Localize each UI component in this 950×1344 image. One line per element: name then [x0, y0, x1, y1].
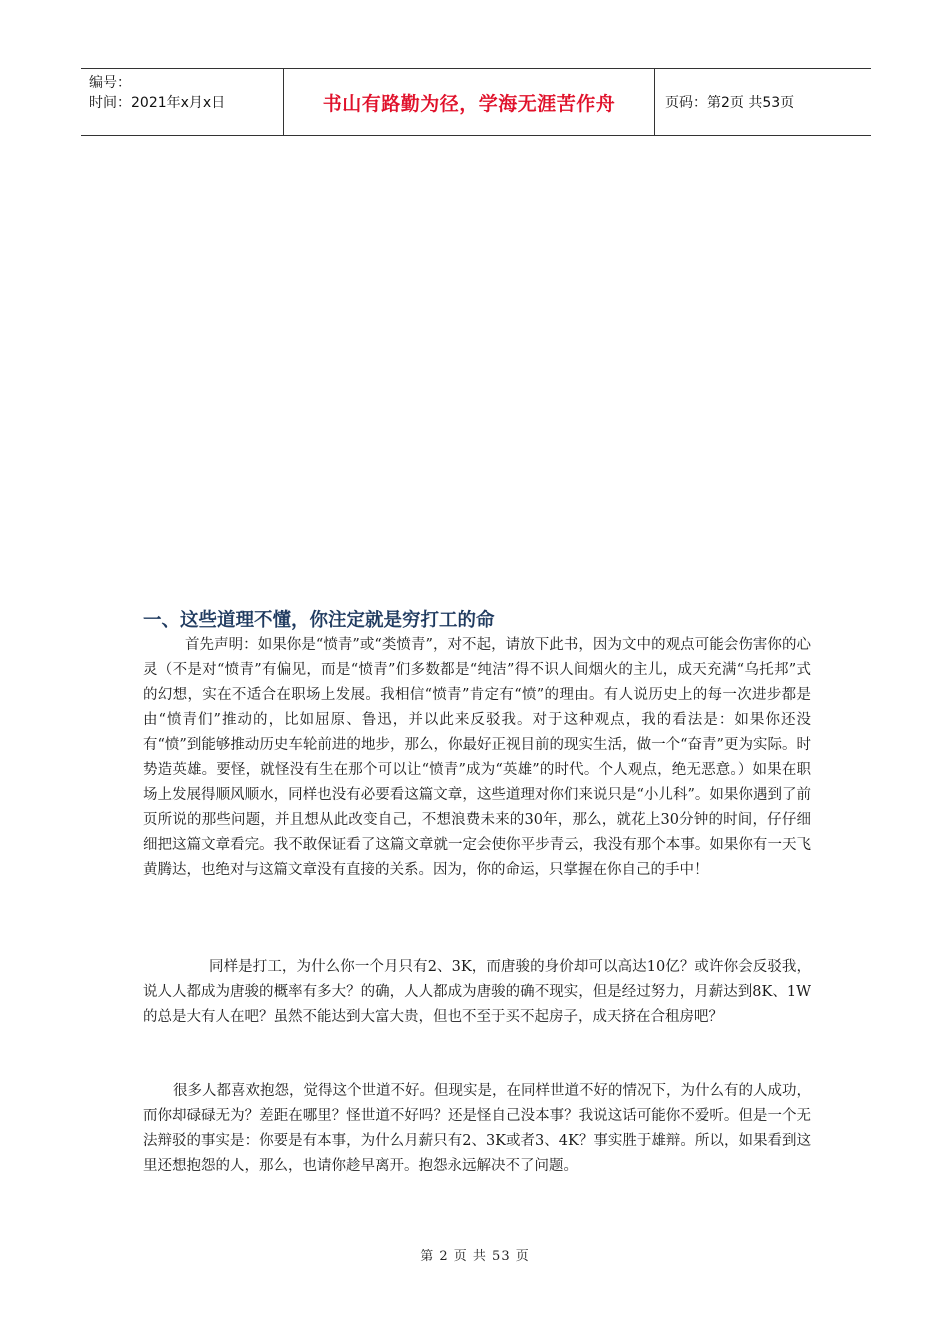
paragraph-2: 同样是打工，为什么你一个月只有2、3K，而唐骏的身价却可以高达10亿？或许你会反驳我，说人人都成为唐骏的概率有多大？的确，人人都成为唐骏的确不现实，但是经过努力，月薪达到8K、1W的总是大有人在吧？虽然不能达到大富大贵，但也不至于买不起房子，成天挤在合租房吧？	[143, 959, 811, 1025]
number-label: 编号：	[89, 75, 131, 91]
section-title: 一、这些道理不懂，你注定就是穷打工的命	[143, 610, 495, 631]
paragraph-3: 很多人都喜欢抱怨，觉得这个世道不好。但现实是，在同样世道不好的情况下，为什么有的人成功，而你却碌碌无为？差距在哪里？怪世道不好吗？还是怪自己没本事？我说这话可能你不爱听。但是一个无法辩驳的事实是：你要是有本事，为什么月薪只有2、3K或者3、4K？事实胜于雄辩。所以，如果看到这里还想抱怨的人，那么，也请你趁早离开。抱怨永远解决不了问题。	[143, 1083, 811, 1174]
header-page-info: 页码：第2页 共53页	[665, 95, 795, 111]
paragraph-1: 首先声明：如果你是“愤青”或“类愤青”，对不起，请放下此书，因为文中的观点可能会伤害你的心灵（不是对“愤青”有偏见，而是“愤青”们多数都是“纯洁”得不识人间烟火的主儿，成天充满“乌托邦”式的幻想，实在不适合在职场上发展。我相信“愤青”肯定有“愤”的理由。有人说历史上的每一次进步都是由“愤青们”推动的，比如屈原、鲁迅，并以此来反驳我。对于这种观点，我的看法是：如果你还没有“愤”到能够推动历史车轮前进的地步，那么，你最好正视目前的现实生活，做一个“奋青”更为实际。时势造英雄。要怪，就怪没有生在那个可以让“愤青”成为“英雄”的时代。个人观点，绝无恶意。）如果在职场上发展得顺风顺水，同样也没有必要看这篇文章，这些道理对你们来说只是“小儿科”。如果你遇到了前页所说的那些问题，并且想从此改变自己，不想浪费未来的30年，那么，就花上30分钟的时间，仔仔细细把这篇文章看完。我不敢保证看了这篇文章就一定会使你平步青云，我没有那个本事。如果你有一天飞黄腾达，也绝对与这篇文章没有直接的关系。因为，你的命运，只掌握在你自己的手中！	[143, 637, 811, 878]
header-meta	[81, 69, 283, 135]
header-motto: 书山有路勤为径，学海无涯苦作舟	[283, 69, 655, 135]
time-label: 时间：2021年x月x日	[89, 95, 226, 111]
document-header	[81, 68, 871, 136]
page-footer: 第 2 页 共 53 页	[420, 1249, 530, 1264]
